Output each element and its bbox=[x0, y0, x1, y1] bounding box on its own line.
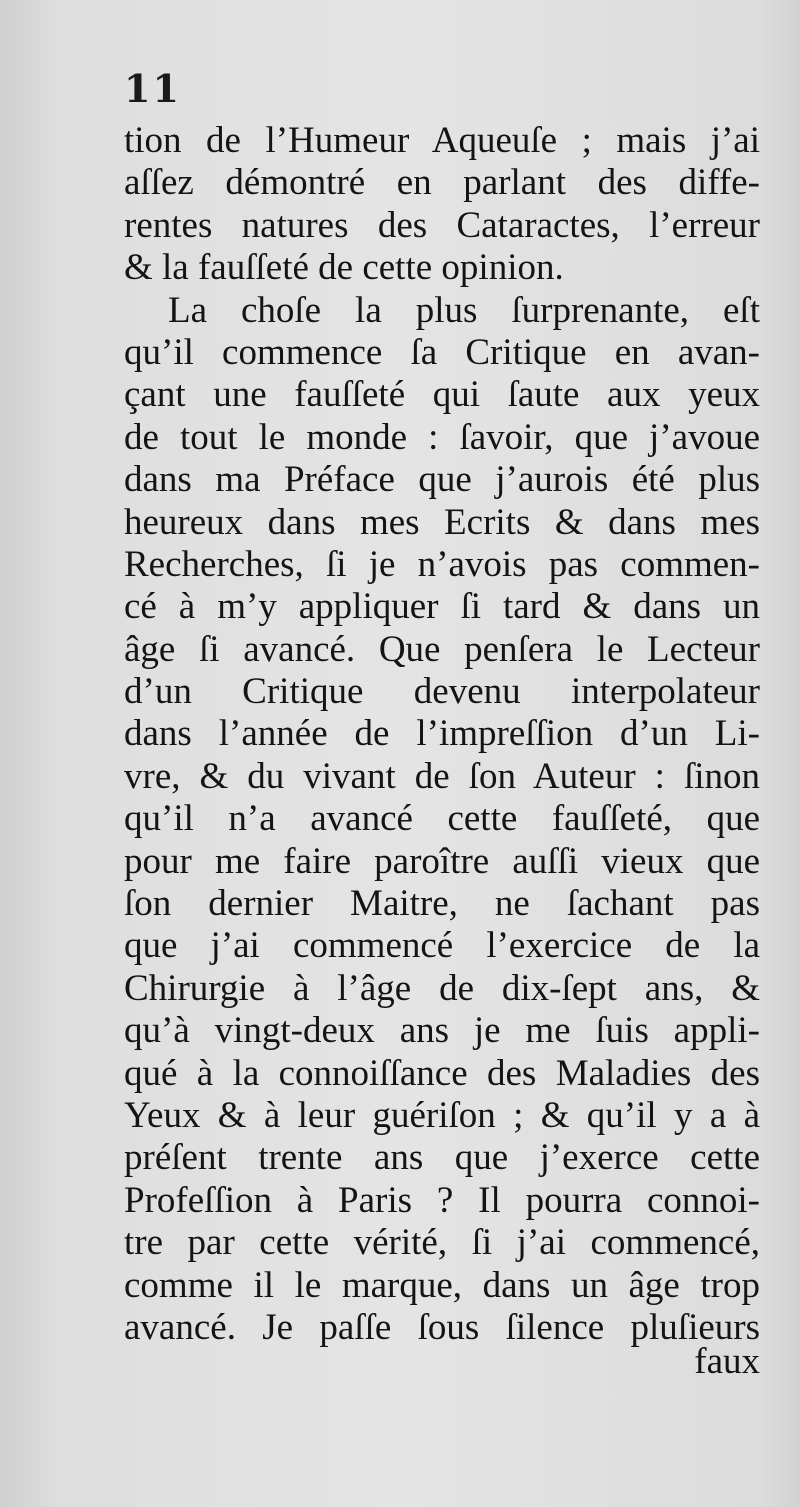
text-line: qué à la connoiſſance des Maladies des bbox=[124, 1052, 760, 1094]
body-text bbox=[124, 120, 760, 1349]
text-line: heureux dans mes Ecrits & dans mes bbox=[124, 501, 760, 543]
text-line: Profeſſion à Paris ? Il pourra connoi- bbox=[124, 1179, 760, 1221]
text-line: rentes natures des Cataractes, l’erreur bbox=[124, 204, 760, 246]
text-line: & la fauſſeté de cette opinion. bbox=[124, 247, 564, 289]
text-line: cé à m’y appliquer ſi tard & dans un bbox=[124, 586, 760, 628]
text-line: vre, & du vivant de ſon Auteur : ſinon bbox=[124, 755, 760, 797]
text-line: çant une fauſſeté qui ſaute aux yeux bbox=[124, 374, 760, 416]
text-line: aſſez démontré en parlant des diffe- bbox=[124, 162, 760, 204]
text-line: qu’il n’a avancé cette fauſſeté, que bbox=[124, 798, 760, 840]
text-line: dans ma Préface que j’aurois été plus bbox=[124, 459, 760, 501]
paragraph-start-line: La choſe la plus ſurprenante, eſt bbox=[168, 289, 760, 331]
text-line: de tout le monde : ſavoir, que j’avoue bbox=[124, 416, 760, 458]
page-number: 11 bbox=[124, 66, 181, 111]
text-line: pour me faire paroître auſſi vieux que bbox=[124, 840, 760, 882]
text-line: avancé. Je paſſe ſous ſilence pluſieurs bbox=[124, 1306, 760, 1348]
show-through-text bbox=[170, 20, 181, 60]
text-line: dans l’année de l’impreſſion d’un Li- bbox=[124, 713, 760, 755]
text-line: que j’ai commencé l’exercice de la bbox=[124, 925, 760, 967]
text-line: préſent trente ans que j’exerce cette bbox=[124, 1137, 760, 1179]
text-line: Yeux & à leur guériſon ; & qu’il y a à bbox=[124, 1094, 760, 1136]
text-line: qu’à vingt-deux ans je me ſuis appli- bbox=[124, 1010, 760, 1052]
text-line: tion de l’Humeur Aqueuſe ; mais j’ai bbox=[124, 120, 760, 161]
text-line: âge ſi avancé. Que penſera le Lecteur bbox=[124, 628, 760, 670]
text-line: ſon dernier Maitre, ne ſachant pas bbox=[124, 883, 760, 925]
text-line: tre par cette vérité, ſi j’ai commencé, bbox=[124, 1222, 760, 1264]
text-line: qu’il commence ſa Critique en avan- bbox=[124, 331, 760, 373]
catchword: faux bbox=[694, 1341, 760, 1382]
text-line: Recherches, ſi je n’avois pas commen- bbox=[124, 543, 760, 585]
text-line: comme il le marque, dans un âge trop bbox=[124, 1264, 760, 1306]
text-line: d’un Critique devenu interpolateur bbox=[124, 671, 760, 713]
text-line: Chirurgie à l’âge de dix-ſept ans, & bbox=[124, 967, 760, 1009]
